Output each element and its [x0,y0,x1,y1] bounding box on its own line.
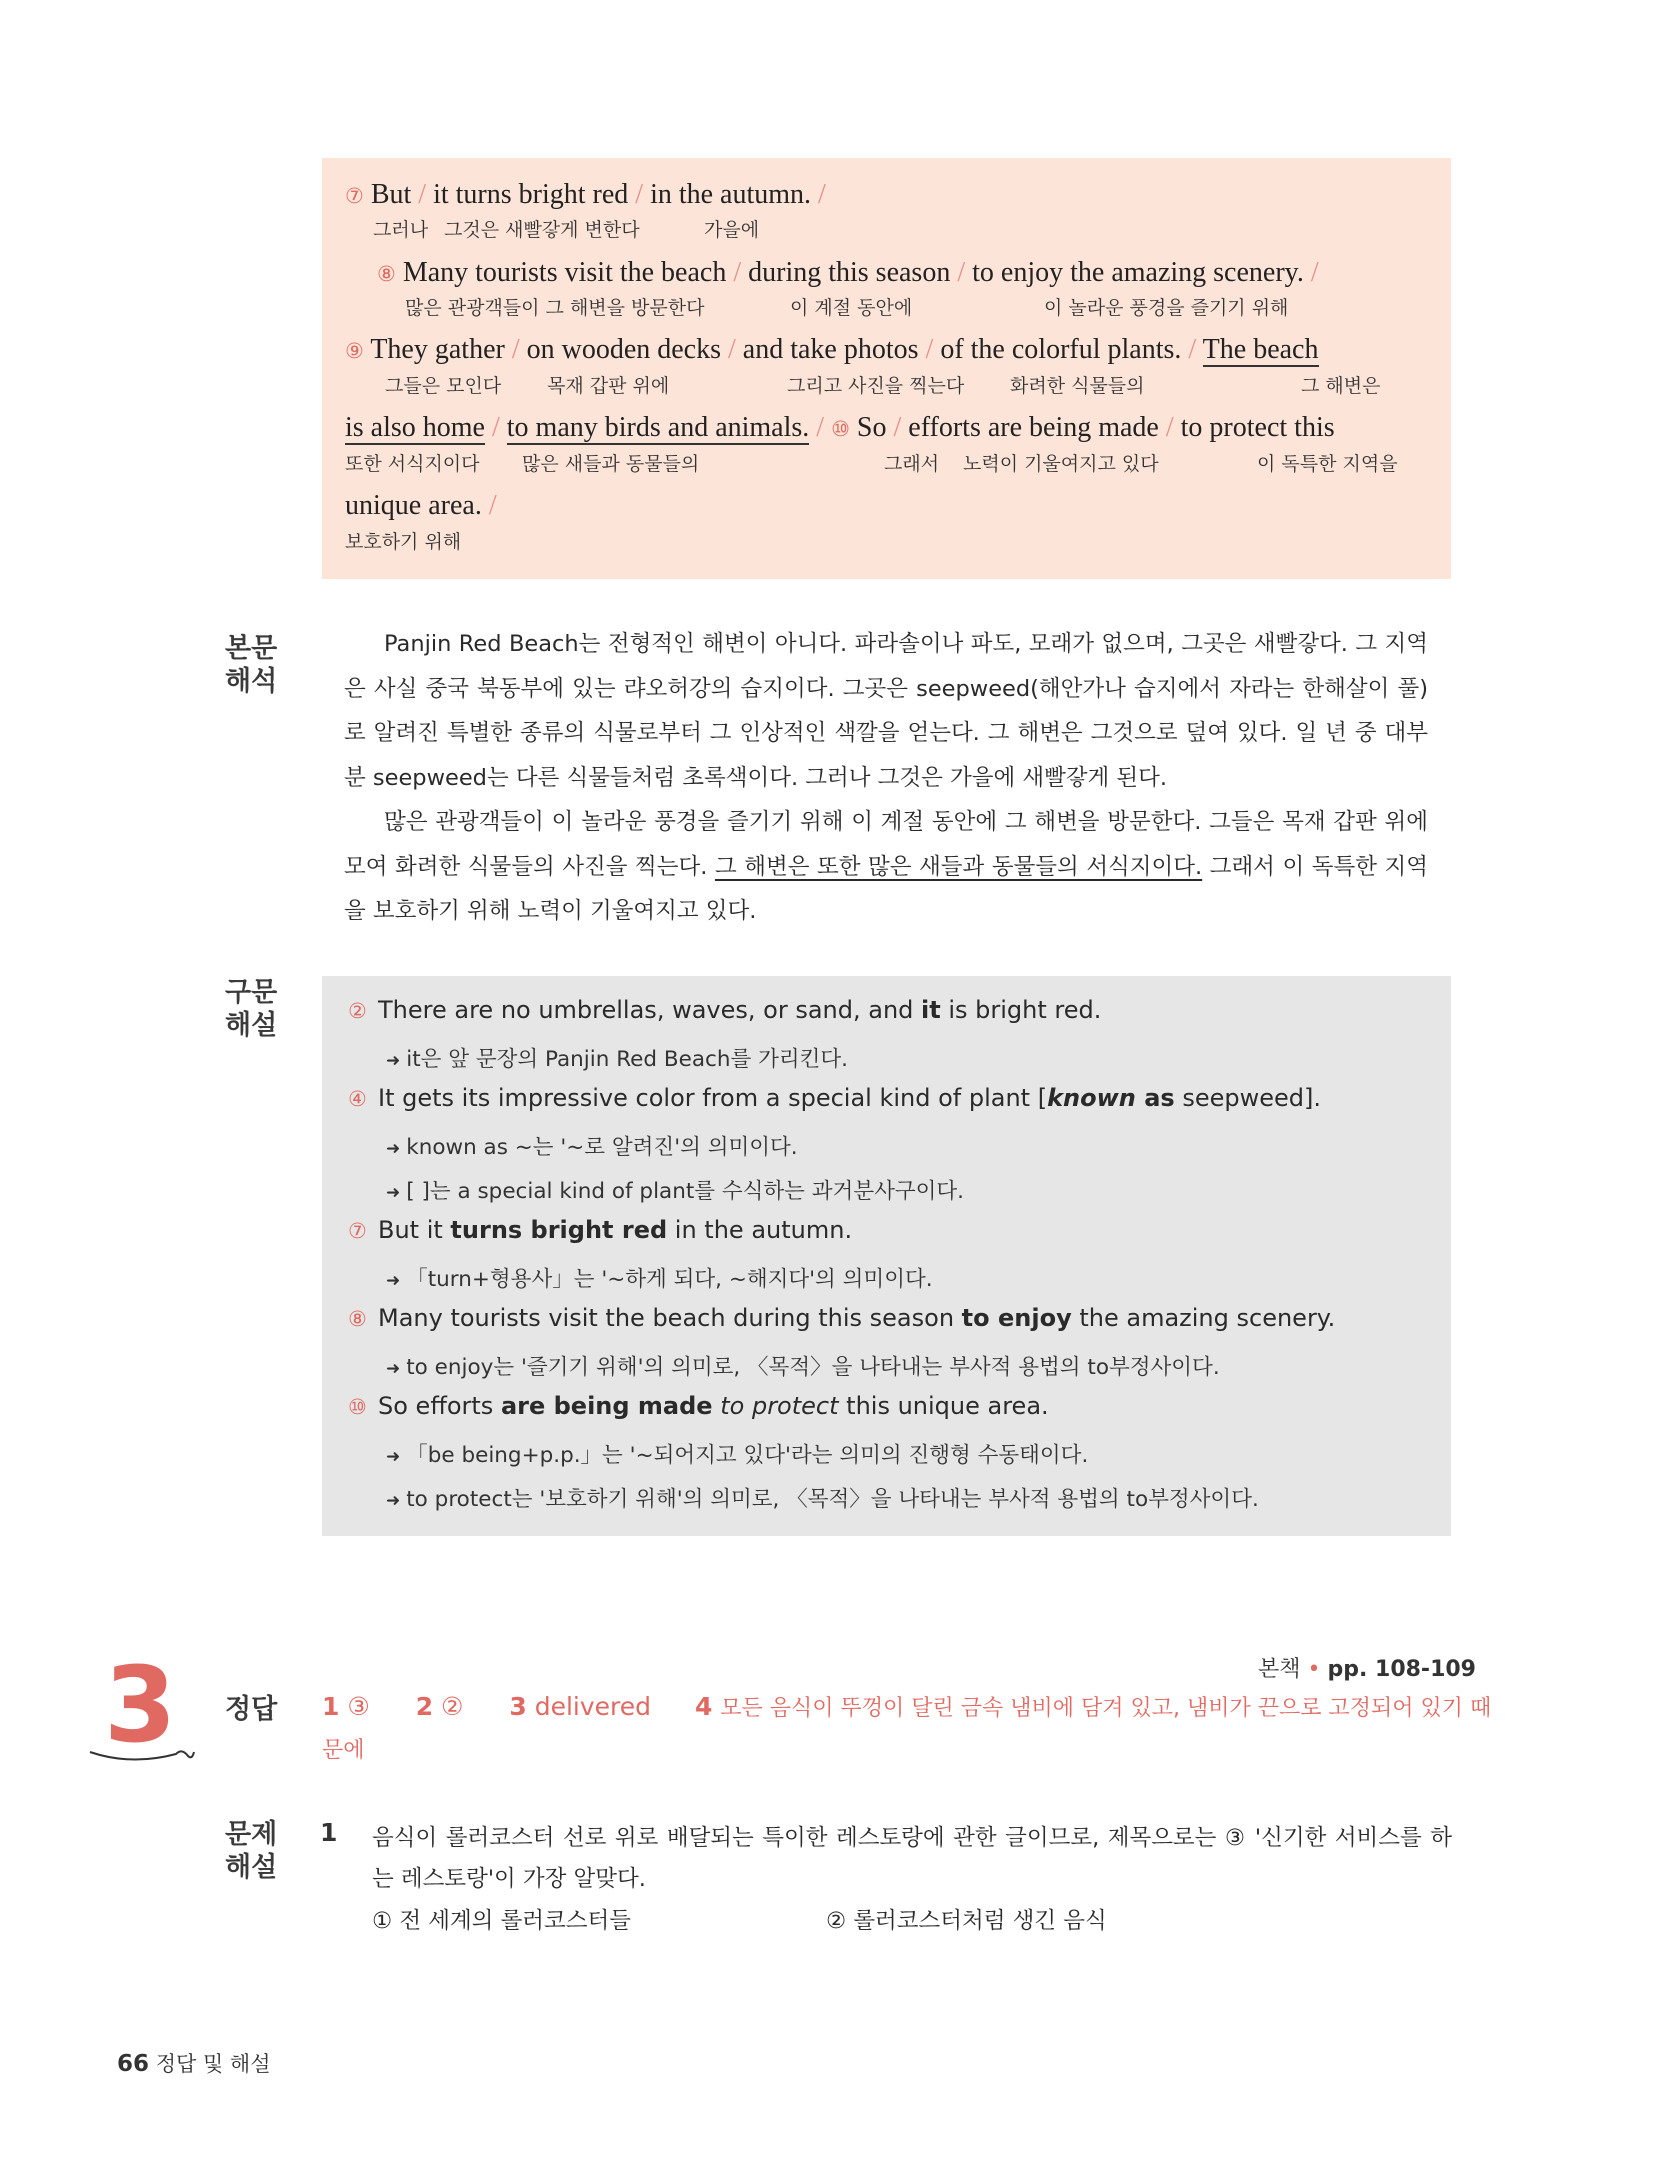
grammar-note [386,1482,1259,1513]
grammar-item-4 [348,1084,1321,1112]
text-run: in the autumn. [667,1216,853,1244]
answers [322,1690,1491,1726]
sentence-number: ② [348,999,367,1023]
label-line: 해설 [225,1852,278,1883]
chunk-ko: 가을에 [704,219,760,241]
answer-number: 2 [415,1692,434,1721]
chunk-ko: 이 독특한 지역을 [1257,453,1398,475]
sentence-analysis-box [322,158,1451,579]
bold-run: turns bright red [450,1216,668,1244]
label-line: 해석 [225,666,278,697]
text-run: 그래서 이 독특한 지역을 보호하기 위해 노력이 기울여지고 있다. [344,853,1428,924]
grammar-note [386,1174,964,1205]
chunk-ko: 많은 새들과 동물들의 [522,453,700,475]
chunk-ko: 많은 관광객들이 그 해변을 방문한다 [405,297,705,319]
chunk-en: But [370,179,412,210]
bold-run: to enjoy [961,1304,1072,1332]
italic-run: to protect [720,1392,839,1420]
arrow-icon: ➜ [386,1183,401,1203]
text-run: It gets its impressive color from a special kind of plant [ [378,1084,1048,1112]
footer-label: 정답 및 해설 [155,2052,271,2076]
chunk-ko: 그것은 새빨갛게 변한다 [444,219,640,241]
text-run: is bright red. [940,996,1102,1024]
chunk-en: They gather [370,334,505,365]
chunk-en: to enjoy the amazing scenery. [972,257,1304,288]
grammar-item-7 [348,1216,852,1244]
text-run: this unique area. [838,1392,1049,1420]
analysis-row-9-10 [345,411,1335,446]
label-line: 본문 [225,633,278,664]
answer-value: ② [441,1692,464,1721]
question-explanation: 음식이 롤러코스터 선로 위로 배달되는 특이한 레스토랑에 관한 글이므로, 제목으로는 ③ '신기한 서비스를 하는 레스토랑'이 가장 알맞다. [372,1825,1452,1892]
note-text: to enjoy는 '즐기기 위해'의 의미로, 〈목적〉을 나타내는 부사적 용법의 to부정사이다. [406,1355,1220,1380]
analysis-row-7 [345,178,826,213]
arrow-icon: ➜ [386,1447,401,1467]
page-number: 66 [117,2051,150,2077]
slash: / [418,179,427,210]
chunk-ko: 그 해변은 [1301,375,1381,397]
slash: / [511,334,520,365]
text-run: seepweed]. [1174,1084,1322,1112]
chunk-ko: 그러나 [373,219,429,241]
grammar-note [386,1438,1088,1469]
slash: / [818,179,826,210]
answer-label: 정답 [225,1694,278,1725]
sentence-number: ⑩ [831,417,850,441]
section-number: 3 [104,1644,177,1766]
analysis-row-8 [377,256,1319,291]
question-number: 1 [320,1818,338,1847]
slash: / [957,257,966,288]
option-1: ① 전 세계의 롤러코스터들 [372,1908,631,1934]
answer-value: delivered [534,1692,652,1721]
text-run: Many tourists visit the beach during this season [378,1304,962,1332]
bullet-icon: • [1307,1657,1321,1682]
note-text: known as ~는 '~로 알려진'의 의미이다. [406,1135,798,1160]
answer-number: 4 [694,1692,713,1721]
grammar-note [386,1042,848,1073]
answer-value: 모든 음식이 뚜껑이 달린 금속 냄비에 담겨 있고, 냄비가 끈으로 고정되어 있기 때 [720,1696,1492,1721]
page-footer [117,2048,270,2078]
chunk-ko: 목재 갑판 위에 [547,375,670,397]
chunk-en: it turns bright red [433,179,629,210]
sentence-number: ⑧ [377,262,396,286]
label-line: 문제 [225,1819,278,1850]
ref-pages: pp. 108-109 [1327,1657,1476,1682]
chunk-en: So [856,412,887,443]
sentence-number: ⑧ [348,1307,367,1331]
slash: / [492,412,500,443]
answer-number: 1 [322,1692,340,1721]
ref-label: 본책 [1258,1657,1301,1682]
translation-paragraph-1: Panjin Red Beach는 전형적인 해변이 아니다. 파라솔이나 파도, 모래가 없으며, 그곳은 새빨갛다. 그 지역은 사실 중국 북동부에 있는 랴오허강의 습지이다. 그곳은 seepweed(해안가나 습지에서 자라는 한해살이 풀)로 알려진 특별한 종류의 식물로부터 그 인상적인 색깔을 얻는다. 그 해변은 그것으로 덮여 있다. 일 년 중 대부분 seepweed는 다른 식물들처럼 초록색이다. 그러나 그것은 가을에 새빨갛게 된다. [344,631,1428,791]
chunk-en: efforts are being made [908,412,1159,443]
grammar-note [386,1262,933,1293]
slash: / [816,412,825,443]
bold-italic-run: known [1047,1084,1136,1112]
text-run: But it [378,1216,451,1244]
answer-continuation: 문에 [322,1738,365,1763]
grammar-item-2 [348,996,1101,1024]
sentence-number: ⑨ [345,339,364,363]
label-line: 해설 [225,1010,278,1041]
chunk-ko: 보호하기 위해 [345,531,462,553]
note-text: [ ]는 a special kind of plant를 수식하는 과거분사구이다. [406,1179,964,1204]
grammar-item-10 [348,1392,1049,1420]
grammar-box [322,976,1451,1536]
chunk-ko: 그리고 사진을 찍는다 [787,375,965,397]
chunk-ko: 노력이 기울여지고 있다 [963,453,1159,475]
chunk-en-underlined: The beach [1202,334,1319,365]
chunk-ko: 화려한 식물들의 [1010,375,1145,397]
chunk-ko: 그들은 모인다 [385,375,502,397]
sentence-number: ④ [348,1087,367,1111]
underlined-sentence: 그 해변은 또한 많은 새들과 동물들의 서식지이다. [714,853,1203,880]
slash: / [635,179,644,210]
chunk-en-underlined: is also home [345,412,485,443]
grammar-note [386,1130,798,1161]
chunk-en: and take photos [742,334,919,365]
chunk-ko: 또한 서식지이다 [345,453,480,475]
analysis-row-9 [345,333,1319,368]
text-run: the amazing scenery. [1071,1304,1336,1332]
bold-run: it [921,996,941,1024]
translation-text [344,622,1428,934]
slash: / [488,490,497,521]
arrow-icon: ➜ [386,1051,401,1071]
grammar-label [225,976,285,1042]
bold-run: as [1135,1084,1175,1112]
chunk-en: to protect this [1180,412,1335,443]
chunk-ko: 이 계절 동안에 [790,297,913,319]
arrow-icon: ➜ [386,1139,401,1159]
slash: / [893,412,902,443]
slash: / [1188,334,1197,365]
chunk-ko: 이 놀라운 풍경을 즐기기 위해 [1044,297,1289,319]
analysis-row-10-end [345,489,497,523]
slash: / [1165,412,1174,443]
label-line: 구문 [225,977,278,1008]
sentence-number: ⑦ [345,184,364,208]
note-text: 「be being+p.p.」는 '~되어지고 있다'라는 의미의 진행형 수동태이다. [406,1443,1089,1468]
translation-paragraph-2 [344,800,1428,934]
note-text: to protect는 '보호하기 위해'의 의미로, 〈목적〉을 나타내는 부사적 용법의 to부정사이다. [406,1487,1259,1512]
chunk-en: of the colorful plants. [940,334,1182,365]
chunk-en-underlined: to many birds and animals. [506,412,810,443]
slash: / [733,257,742,288]
sentence-number: ⑩ [348,1395,367,1419]
option-2: ② 롤러코스터처럼 생긴 음식 [826,1908,1107,1934]
bold-run: are being made [500,1392,713,1420]
chunk-en: on wooden decks [526,334,722,365]
grammar-note [386,1350,1220,1381]
chunk-en: in the autumn. [650,179,812,210]
answer-value: ③ [347,1692,370,1721]
arrow-icon: ➜ [386,1491,401,1511]
chunk-en: unique area. [345,490,482,521]
chunk-en: during this season [748,257,951,288]
chunk-en: Many tourists visit the beach [402,257,727,288]
slash: / [728,334,736,365]
arrow-icon: ➜ [386,1271,401,1291]
translation-label [225,632,285,698]
arrow-icon: ➜ [386,1359,401,1379]
explanation-label [225,1818,285,1884]
text-run: There are no umbrellas, waves, or sand, and [378,996,922,1024]
section-number-swoosh [86,1738,196,1768]
slash: / [1310,257,1319,288]
note-text: 「turn+형용사」는 '~하게 되다, ~해지다'의 의미이다. [406,1267,933,1292]
text-run: 많은 관광객들이 이 놀라운 풍경을 즐기기 위해 이 계절 동안에 그 해변을 방문한다. 그들은 목재 갑판 위에 모여 화려한 식물들의 사진을 찍는다. [344,809,1428,880]
answer-number: 3 [509,1692,527,1721]
slash: / [925,334,934,365]
chunk-ko: 그래서 [884,453,940,475]
text-run: So efforts [378,1392,501,1420]
sentence-number: ⑦ [348,1219,367,1243]
page-reference [1258,1652,1476,1683]
grammar-item-8 [348,1304,1335,1332]
note-text: it은 앞 문장의 Panjin Red Beach를 가리킨다. [406,1047,849,1072]
